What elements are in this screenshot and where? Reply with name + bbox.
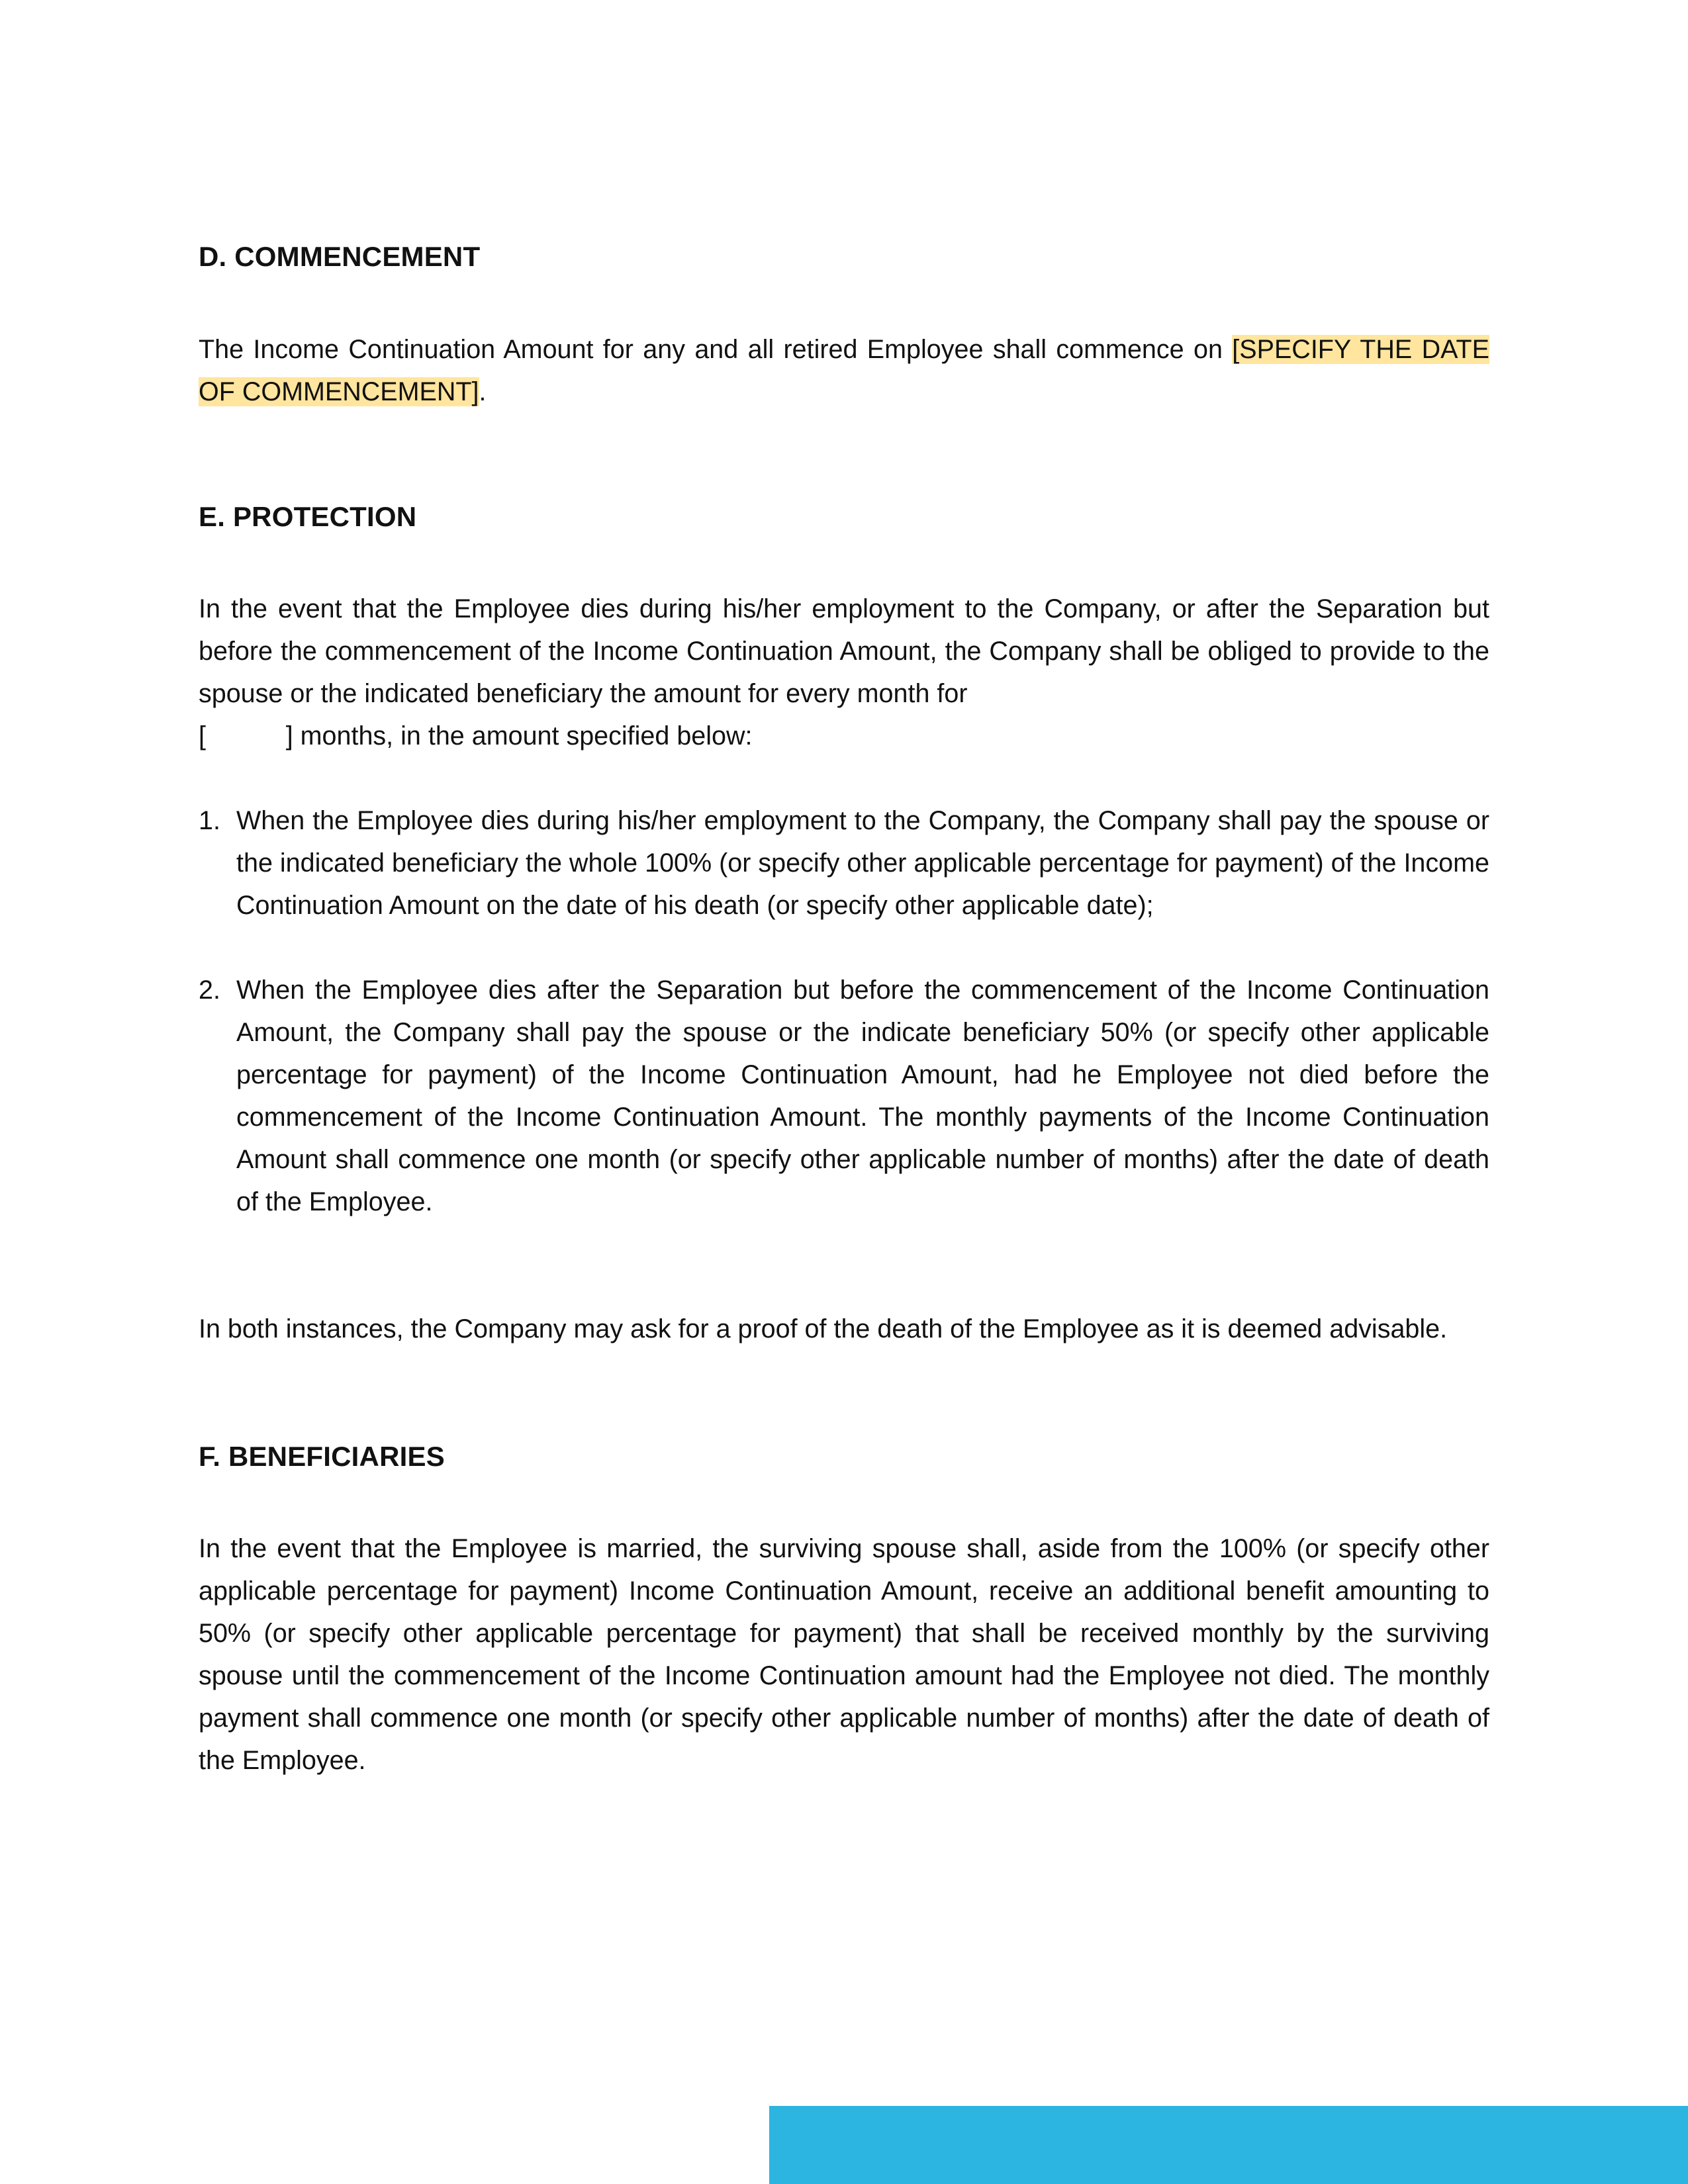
commencement-text: The Income Continuation Amount for any and all retired Employee shall commence on [199, 335, 1233, 364]
protection-list [199, 799, 1489, 1223]
protection-intro-paragraph [199, 588, 1489, 757]
protection-closing-paragraph: In both instances, the Company may ask for a proof of the death of the Employee as it is deemed advisable. [199, 1314, 1448, 1343]
commencement-date-placeholder: [SPECIFY THE DATE OF COMMENCEMENT] [199, 335, 1489, 406]
commencement-period: . [479, 377, 487, 406]
list-item [199, 969, 1489, 1223]
protection-months-blank: [ ] months, in the amount specified below: [199, 721, 753, 751]
section-heading-commencement: D. COMMENCEMENT [199, 241, 481, 272]
list-item [199, 799, 1489, 927]
section-heading-protection: E. PROTECTION [199, 501, 417, 532]
list-item-number: 2. [199, 976, 220, 1005]
footer-accent-bar [769, 2106, 1688, 2184]
section-heading-beneficiaries: F. BENEFICIARIES [199, 1441, 445, 1472]
list-item-number: 1. [199, 806, 220, 835]
list-item-text: When the Employee dies during his/her employment to the Company, the Company shall pay the spouse or the indicated beneficiary the whole 100% (or specify other applicable percentage for payment) of the Income Continuation Amount on the date of his death (or specify other applicable date); [236, 806, 1489, 920]
beneficiaries-paragraph: In the event that the Employee is married, the surviving spouse shall, aside from the 100% (or specify other applicable percentage for payment) Income Continuation Amount, receive an additional benefit amounting to 50% (or specify other applicable percentage for payment) that shall be received monthly by the surviving spouse until the commencement of the Income Continuation amount had the Employee not died. The monthly payment shall commence one month (or specify other applicable number of months) after the date of death of the Employee. [199, 1534, 1489, 1775]
commencement-paragraph [199, 328, 1489, 413]
list-item-text: When the Employee dies after the Separation but before the commencement of the Income Continuation Amount, the Company shall pay the spouse or the indicate beneficiary 50% (or specify other applicable percentage for payment) of the Income Continuation Amount, had he Employee not died before the commencement of the Income Continuation Amount. The monthly payments of the Income Continuation Amount shall commence one month (or specify other applicable number of months) after the date of death of the Employee. [236, 976, 1489, 1216]
protection-intro-text: In the event that the Employee dies during his/her employment to the Company, or after the Separation but before the commencement of the Income Continuation Amount, the Company shall be obliged to provide to the spouse or the indicated beneficiary the amount for every month for [199, 594, 1489, 708]
